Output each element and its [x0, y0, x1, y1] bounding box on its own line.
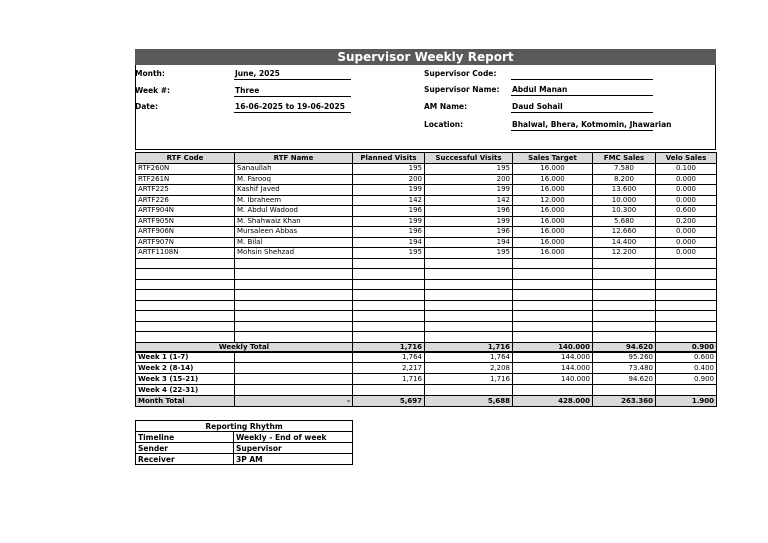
monthly-summary-table	[135, 351, 717, 407]
location-label: Location:	[424, 120, 464, 129]
fmc-sales-cell: 10.300	[593, 206, 656, 217]
month-total-dash: -	[235, 396, 353, 407]
successful-visits-cell	[425, 279, 513, 290]
weekly-total-fmc: 94.620	[593, 342, 656, 353]
week-target-cell: 144.000	[513, 363, 593, 374]
rtf-name-cell	[235, 279, 353, 290]
week-planned-cell: 1,764	[353, 352, 425, 363]
planned-visits-cell	[353, 311, 425, 322]
successful-visits-cell	[425, 311, 513, 322]
successful-visits-cell: 196	[425, 227, 513, 238]
month-total-target: 428.000	[513, 396, 593, 407]
planned-visits-cell: 200	[353, 174, 425, 185]
velo-sales-cell	[656, 321, 717, 332]
month-total-velo: 1.900	[656, 396, 717, 407]
planned-visits-cell: 195	[353, 164, 425, 175]
sales-target-cell: 16.000	[513, 174, 593, 185]
successful-visits-cell: 196	[425, 206, 513, 217]
sales-target-cell	[513, 332, 593, 343]
week-fmc-cell: 73.480	[593, 363, 656, 374]
rhythm-value-cell: Weekly - End of week	[234, 432, 353, 443]
fmc-sales-cell: 5.680	[593, 216, 656, 227]
table-row	[136, 311, 717, 322]
planned-visits-cell	[353, 332, 425, 343]
velo-sales-cell	[656, 311, 717, 322]
week-label-cell: Week 4 (22-31)	[136, 385, 235, 396]
successful-visits-cell	[425, 300, 513, 311]
fmc-sales-cell: 12.660	[593, 227, 656, 238]
month-total-planned: 5,697	[353, 396, 425, 407]
planned-visits-cell: 196	[353, 206, 425, 217]
successful-visits-cell	[425, 321, 513, 332]
reporting-rhythm-table	[135, 420, 353, 465]
velo-sales-cell	[656, 269, 717, 280]
rtf-code-cell: ARTF904N	[136, 206, 235, 217]
fmc-sales-cell: 10.000	[593, 195, 656, 206]
planned-visits-cell: 199	[353, 216, 425, 227]
velo-sales-cell: 0.600	[656, 206, 717, 217]
rhythm-key-cell: Receiver	[136, 454, 234, 465]
sales-target-cell: 16.000	[513, 248, 593, 259]
successful-visits-cell	[425, 290, 513, 301]
report-title: Supervisor Weekly Report	[135, 49, 716, 65]
rtf-code-cell: ARTF1108N	[136, 248, 235, 259]
rtf-code-cell: RTF261N	[136, 174, 235, 185]
table-row	[136, 164, 717, 175]
sales-target-cell	[513, 258, 593, 269]
table-row	[136, 195, 717, 206]
rtf-code-cell: ARTF905N	[136, 216, 235, 227]
col-rtf-name: RTF Name	[235, 153, 353, 164]
week-successful-cell: 1,764	[425, 352, 513, 363]
rtf-name-cell: Sanaullah	[235, 164, 353, 175]
rhythm-title-row	[136, 421, 353, 432]
fmc-sales-cell	[593, 290, 656, 301]
velo-sales-cell: 0.000	[656, 174, 717, 185]
week-fmc-cell	[593, 385, 656, 396]
month-total-fmc: 263.360	[593, 396, 656, 407]
rtf-code-cell	[136, 269, 235, 280]
successful-visits-cell: 195	[425, 248, 513, 259]
table-row	[136, 290, 717, 301]
rtf-table	[135, 152, 717, 353]
week-successful-cell	[425, 385, 513, 396]
week-fmc-cell: 94.620	[593, 374, 656, 385]
sales-target-cell	[513, 321, 593, 332]
table-row	[136, 227, 717, 238]
rtf-name-cell: M. Shahwaiz Khan	[235, 216, 353, 227]
rtf-code-cell	[136, 290, 235, 301]
rtf-code-cell	[136, 300, 235, 311]
planned-visits-cell: 199	[353, 185, 425, 196]
week-blank-cell	[235, 352, 353, 363]
sales-target-cell: 12.000	[513, 195, 593, 206]
table-row	[136, 258, 717, 269]
table-row	[136, 269, 717, 280]
fmc-sales-cell	[593, 332, 656, 343]
col-fmc-sales: FMC Sales	[593, 153, 656, 164]
week-successful-cell: 1,716	[425, 374, 513, 385]
month-total-successful: 5,688	[425, 396, 513, 407]
sales-target-cell	[513, 269, 593, 280]
rtf-name-cell: Kashif Javed	[235, 185, 353, 196]
planned-visits-cell	[353, 300, 425, 311]
table-row	[136, 206, 717, 217]
rhythm-key-cell: Timeline	[136, 432, 234, 443]
date-label: Date:	[135, 102, 158, 111]
date-value: 16-06-2025 to 19-06-2025	[234, 102, 351, 113]
successful-visits-cell: 195	[425, 164, 513, 175]
sales-target-cell	[513, 300, 593, 311]
sales-target-cell: 16.000	[513, 185, 593, 196]
am-name-value: Daud Sohail	[511, 102, 653, 113]
table-row	[136, 332, 717, 343]
velo-sales-cell	[656, 332, 717, 343]
table-row	[136, 321, 717, 332]
planned-visits-cell: 194	[353, 237, 425, 248]
rhythm-row	[136, 454, 353, 465]
table-row	[136, 237, 717, 248]
week-velo-cell: 0.400	[656, 363, 717, 374]
successful-visits-cell	[425, 258, 513, 269]
month-value: June, 2025	[234, 69, 351, 80]
weekly-total-label: Weekly Total	[136, 342, 353, 353]
week-label-cell: Week 2 (8-14)	[136, 363, 235, 374]
successful-visits-cell	[425, 332, 513, 343]
successful-visits-cell: 142	[425, 195, 513, 206]
weekly-total-successful: 1,716	[425, 342, 513, 353]
week-planned-cell: 2,217	[353, 363, 425, 374]
weekly-total-planned: 1,716	[353, 342, 425, 353]
rtf-name-cell	[235, 300, 353, 311]
table-row	[136, 185, 717, 196]
rtf-name-cell	[235, 321, 353, 332]
successful-visits-cell: 194	[425, 237, 513, 248]
planned-visits-cell: 142	[353, 195, 425, 206]
velo-sales-cell: 0.100	[656, 164, 717, 175]
successful-visits-cell	[425, 269, 513, 280]
rtf-code-cell: RTF260N	[136, 164, 235, 175]
rtf-code-cell	[136, 321, 235, 332]
monthly-summary-body	[136, 352, 717, 396]
rtf-table-body	[136, 164, 717, 343]
week-target-cell: 140.000	[513, 374, 593, 385]
velo-sales-cell	[656, 290, 717, 301]
table-row	[136, 248, 717, 259]
fmc-sales-cell	[593, 311, 656, 322]
table-header-row	[136, 153, 717, 164]
weekly-total-velo: 0.900	[656, 342, 717, 353]
week-velo-cell: 0.600	[656, 352, 717, 363]
fmc-sales-cell	[593, 258, 656, 269]
rtf-name-cell	[235, 311, 353, 322]
rtf-name-cell: Mohsin Shehzad	[235, 248, 353, 259]
planned-visits-cell	[353, 258, 425, 269]
rtf-name-cell	[235, 269, 353, 280]
sales-target-cell	[513, 279, 593, 290]
rtf-code-cell: ARTF226	[136, 195, 235, 206]
week-row	[136, 374, 717, 385]
rtf-name-cell: Mursaleen Abbas	[235, 227, 353, 238]
rtf-code-cell: ARTF906N	[136, 227, 235, 238]
col-successful-visits: Successful Visits	[425, 153, 513, 164]
supervisor-code-label: Supervisor Code:	[424, 69, 497, 78]
fmc-sales-cell	[593, 269, 656, 280]
rtf-name-cell: M. Ibraheem	[235, 195, 353, 206]
sales-target-cell: 16.000	[513, 206, 593, 217]
sales-target-cell: 16.000	[513, 227, 593, 238]
planned-visits-cell: 196	[353, 227, 425, 238]
week-label-cell: Week 3 (15-21)	[136, 374, 235, 385]
table-row	[136, 279, 717, 290]
velo-sales-cell: 0.200	[656, 216, 717, 227]
fmc-sales-cell: 8.200	[593, 174, 656, 185]
fmc-sales-cell	[593, 300, 656, 311]
month-total-label: Month Total	[136, 396, 235, 407]
rtf-name-cell: M. Farooq	[235, 174, 353, 185]
rtf-name-cell: M. Bilal	[235, 237, 353, 248]
rhythm-value-cell: Supervisor	[234, 443, 353, 454]
sales-target-cell	[513, 311, 593, 322]
col-rtf-code: RTF Code	[136, 153, 235, 164]
rtf-name-cell: M. Abdul Wadood	[235, 206, 353, 217]
week-row	[136, 363, 717, 374]
sales-target-cell: 16.000	[513, 216, 593, 227]
week-successful-cell: 2,208	[425, 363, 513, 374]
week-planned-cell: 1,716	[353, 374, 425, 385]
velo-sales-cell: 0.000	[656, 237, 717, 248]
week-target-cell: 144.000	[513, 352, 593, 363]
velo-sales-cell: 0.000	[656, 195, 717, 206]
month-label: Month:	[135, 69, 165, 78]
rtf-code-cell	[136, 332, 235, 343]
am-name-label: AM Name:	[424, 102, 468, 111]
planned-visits-cell	[353, 321, 425, 332]
sales-target-cell	[513, 290, 593, 301]
supervisor-name-value: Abdul Manan	[511, 85, 653, 96]
successful-visits-cell: 200	[425, 174, 513, 185]
fmc-sales-cell	[593, 321, 656, 332]
col-sales-target: Sales Target	[513, 153, 593, 164]
fmc-sales-cell: 13.600	[593, 185, 656, 196]
rtf-code-cell: ARTF907N	[136, 237, 235, 248]
table-row	[136, 216, 717, 227]
week-velo-cell: 0.900	[656, 374, 717, 385]
fmc-sales-cell: 14.400	[593, 237, 656, 248]
table-row	[136, 174, 717, 185]
velo-sales-cell: 0.000	[656, 248, 717, 259]
velo-sales-cell	[656, 300, 717, 311]
week-label: Week #:	[135, 86, 171, 95]
week-target-cell	[513, 385, 593, 396]
rtf-name-cell	[235, 290, 353, 301]
week-value: Three	[234, 86, 351, 97]
rtf-code-cell	[136, 258, 235, 269]
table-row	[136, 300, 717, 311]
rtf-name-cell	[235, 332, 353, 343]
supervisor-code-value	[511, 69, 653, 80]
rhythm-value-cell: 3P AM	[234, 454, 353, 465]
velo-sales-cell: 0.000	[656, 227, 717, 238]
rhythm-key-cell: Sender	[136, 443, 234, 454]
planned-visits-cell: 195	[353, 248, 425, 259]
week-row	[136, 385, 717, 396]
supervisor-name-label: Supervisor Name:	[424, 85, 500, 94]
fmc-sales-cell: 7.580	[593, 164, 656, 175]
successful-visits-cell: 199	[425, 216, 513, 227]
rhythm-row	[136, 443, 353, 454]
rhythm-title: Reporting Rhythm	[136, 421, 353, 432]
col-velo-sales: Velo Sales	[656, 153, 717, 164]
week-blank-cell	[235, 385, 353, 396]
sales-target-cell: 16.000	[513, 164, 593, 175]
week-velo-cell	[656, 385, 717, 396]
week-planned-cell	[353, 385, 425, 396]
velo-sales-cell	[656, 258, 717, 269]
rtf-code-cell: ARTF225	[136, 185, 235, 196]
rtf-name-cell	[235, 258, 353, 269]
location-value: Bhalwal, Bhera, Kotmomin, Jhawarian	[512, 120, 672, 129]
weekly-total-target: 140.000	[513, 342, 593, 353]
col-planned-visits: Planned Visits	[353, 153, 425, 164]
week-fmc-cell: 95.260	[593, 352, 656, 363]
week-blank-cell	[235, 374, 353, 385]
week-row	[136, 352, 717, 363]
velo-sales-cell: 0.000	[656, 185, 717, 196]
month-total-row	[136, 396, 717, 407]
rhythm-row	[136, 432, 353, 443]
velo-sales-cell	[656, 279, 717, 290]
planned-visits-cell	[353, 290, 425, 301]
planned-visits-cell	[353, 279, 425, 290]
rhythm-body	[136, 432, 353, 465]
week-label-cell: Week 1 (1-7)	[136, 352, 235, 363]
rtf-code-cell	[136, 279, 235, 290]
fmc-sales-cell	[593, 279, 656, 290]
successful-visits-cell: 199	[425, 185, 513, 196]
week-blank-cell	[235, 363, 353, 374]
rtf-code-cell	[136, 311, 235, 322]
sales-target-cell: 16.000	[513, 237, 593, 248]
planned-visits-cell	[353, 269, 425, 280]
fmc-sales-cell: 12.200	[593, 248, 656, 259]
